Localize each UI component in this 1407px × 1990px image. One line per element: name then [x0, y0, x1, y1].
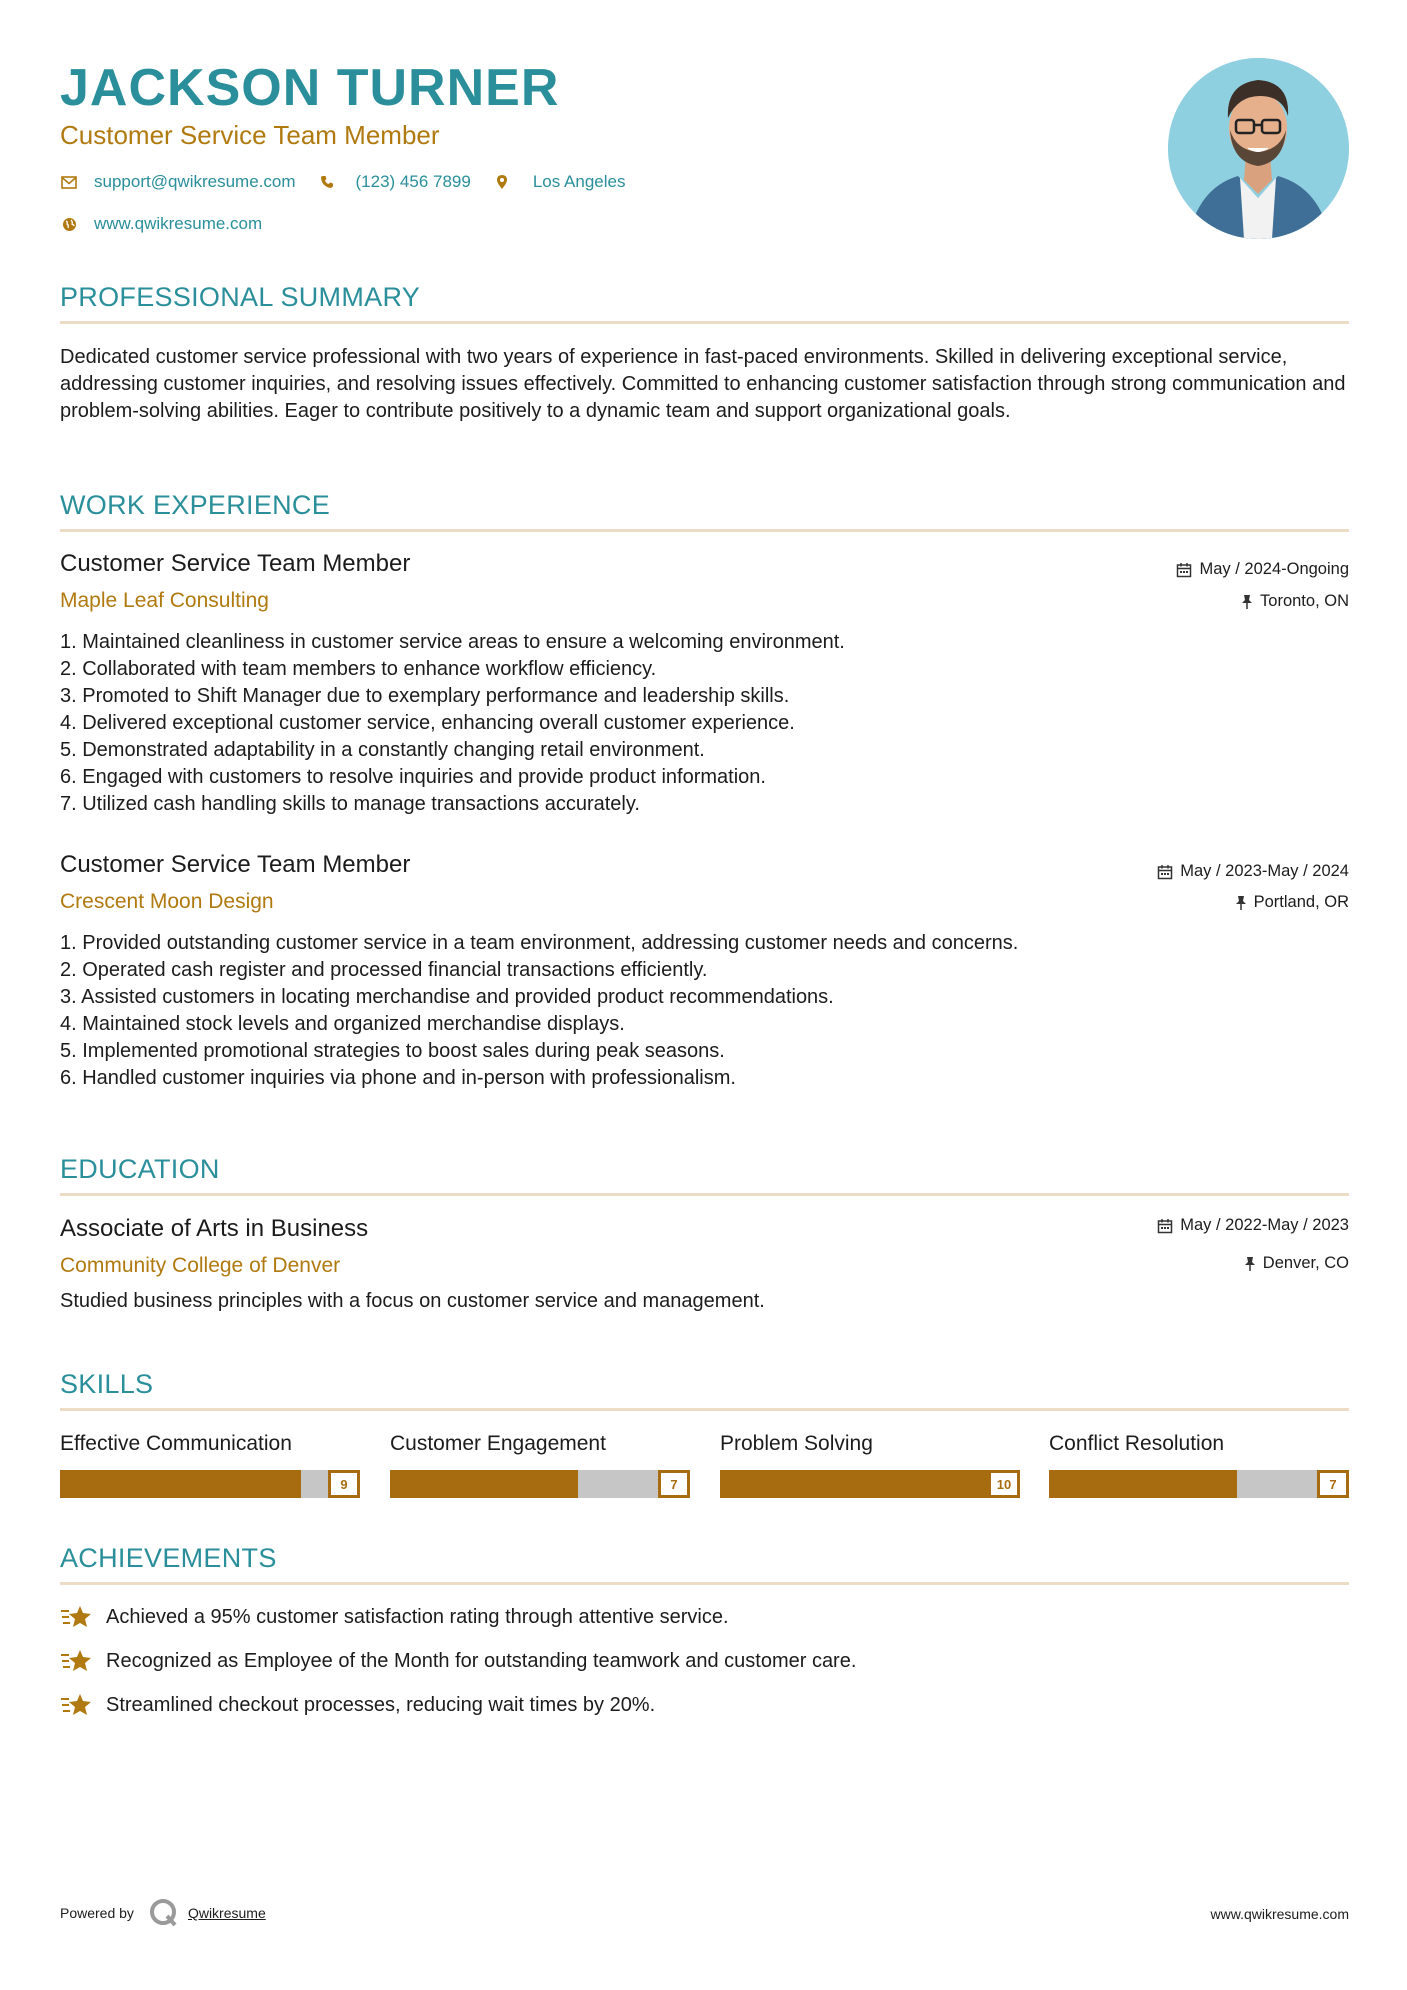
powered-by-text: Powered by: [60, 1905, 134, 1921]
experience-heading: WORK EXPERIENCE: [60, 490, 331, 520]
skill-bar-fill: [1049, 1470, 1237, 1498]
profile-photo: [1168, 58, 1349, 239]
achievements-heading: ACHIEVEMENTS: [60, 1543, 277, 1573]
job-2-location: Portland, OR: [1235, 893, 1349, 912]
achievement-item: Recognized as Employee of the Month for outstanding teamwork and customer care.: [60, 1648, 856, 1674]
qwikresume-link[interactable]: Qwikresume: [187, 1905, 266, 1921]
map-pin-icon: [493, 173, 511, 191]
job-1-title: Customer Service Team Member: [60, 550, 411, 577]
list-item: 3. Assisted customers in locating merchandise and provided product recommendations.: [60, 986, 834, 1008]
job-1-location: Toronto, ON: [1241, 592, 1349, 611]
contact-location: [493, 172, 626, 192]
calendar-icon: [1157, 1218, 1173, 1234]
skill-customer-engagement: [390, 1432, 690, 1498]
education-description: Studied business principles with a focus on customer service and management.: [60, 1290, 765, 1312]
skills-heading: SKILLS: [60, 1369, 154, 1399]
skill-bar-fill: [720, 1470, 1020, 1498]
skill-bar: [1049, 1470, 1349, 1498]
summary-text: Dedicated customer service professional with two years of experience in fast-paced environments. Skilled in delivering exceptional service, addressing customer inquiries, and resolving issues effectively. Committed to enhancing customer satisfaction through strong communication and problem-solving abilities. Eager to contribute positively to a dynamic team and support organizational goals.: [60, 346, 1346, 422]
list-item: 6. Engaged with customers to resolve inquiries and provide product information.: [60, 766, 766, 788]
list-item: 7. Utilized cash handling skills to manage transactions accurately.: [60, 793, 640, 815]
education-divider: [60, 1193, 1349, 1196]
pushpin-icon: [1241, 594, 1253, 610]
job-2-dates: May / 2023-May / 2024: [1157, 862, 1349, 881]
list-item: 3. Promoted to Shift Manager due to exemplary performance and leadership skills.: [60, 685, 790, 707]
skill-name: Customer Engagement: [390, 1432, 606, 1455]
envelope-icon: [60, 173, 78, 191]
phone-text: (123) 456 7899: [355, 172, 471, 191]
footer-website[interactable]: www.qwikresume.com: [1210, 1906, 1349, 1922]
contact-email[interactable]: [60, 172, 296, 192]
star-badge-icon: [60, 1648, 92, 1674]
achievement-item: Streamlined checkout processes, reducing wait times by 20%.: [60, 1692, 655, 1718]
skill-problem-solving: [720, 1432, 1020, 1498]
skill-bar-fill: [60, 1470, 301, 1498]
list-item: 1. Provided outstanding customer service in a team environment, addressing customer needs and concerns.: [60, 932, 1019, 954]
skill-effective-communication: [60, 1432, 360, 1498]
contact-row-secondary: [60, 214, 284, 234]
contact-phone[interactable]: [318, 172, 471, 192]
skill-score: 10: [988, 1470, 1020, 1498]
list-item: 4. Delivered exceptional customer service, enhancing overall customer experience.: [60, 712, 795, 734]
qwikresume-logo: [148, 1898, 180, 1928]
achievement-item: Achieved a 95% customer satisfaction rating through attentive service.: [60, 1604, 729, 1630]
globe-icon: [60, 215, 78, 233]
skill-bar: [60, 1470, 360, 1498]
contact-website[interactable]: [60, 214, 262, 234]
education-degree: Associate of Arts in Business: [60, 1215, 369, 1242]
education-school: Community College of Denver: [60, 1254, 341, 1277]
candidate-name: JACKSON TURNER: [60, 59, 560, 117]
skill-score: 7: [1317, 1470, 1349, 1498]
job-1-bullets: [60, 629, 1340, 818]
contact-row-primary: [60, 172, 647, 192]
list-item: 1. Maintained cleanliness in customer service areas to ensure a welcoming environment.: [60, 631, 845, 653]
achievements-divider: [60, 1582, 1349, 1585]
skill-name: Problem Solving: [720, 1432, 873, 1455]
education-location: Denver, CO: [1244, 1254, 1349, 1273]
star-badge-icon: [60, 1604, 92, 1630]
skill-bar: [720, 1470, 1020, 1498]
calendar-icon: [1176, 562, 1192, 578]
summary-divider: [60, 321, 1349, 324]
pushpin-icon: [1244, 1256, 1256, 1272]
phone-icon: [318, 173, 336, 191]
star-badge-icon: [60, 1692, 92, 1718]
job-2-title: Customer Service Team Member: [60, 851, 411, 878]
list-item: 2. Collaborated with team members to enhance workflow efficiency.: [60, 658, 657, 680]
job-2-company: Crescent Moon Design: [60, 890, 274, 913]
skill-bar: [390, 1470, 690, 1498]
skill-score: 9: [328, 1470, 360, 1498]
pushpin-icon: [1235, 895, 1247, 911]
list-item: 4. Maintained stock levels and organized merchandise displays.: [60, 1013, 625, 1035]
education-dates: May / 2022-May / 2023: [1157, 1216, 1349, 1235]
website-text: www.qwikresume.com: [94, 214, 263, 233]
calendar-icon: [1157, 864, 1173, 880]
list-item: 5. Implemented promotional strategies to boost sales during peak seasons.: [60, 1040, 725, 1062]
email-text: support@qwikresume.com: [94, 172, 296, 191]
list-item: 5. Demonstrated adaptability in a constantly changing retail environment.: [60, 739, 705, 761]
skill-conflict-resolution: [1049, 1432, 1349, 1498]
skill-name: Effective Communication: [60, 1432, 292, 1455]
summary-heading: PROFESSIONAL SUMMARY: [60, 282, 421, 312]
job-1-company: Maple Leaf Consulting: [60, 589, 269, 612]
skill-score: 7: [658, 1470, 690, 1498]
skill-name: Conflict Resolution: [1049, 1432, 1225, 1455]
list-item: 6. Handled customer inquiries via phone and in-person with professionalism.: [60, 1067, 736, 1089]
location-text: Los Angeles: [532, 172, 626, 191]
job-2-bullets: [60, 930, 1340, 1092]
job-1-dates: May / 2024-Ongoing: [1176, 560, 1349, 579]
experience-divider: [60, 529, 1349, 532]
footer-powered-by: [60, 1898, 266, 1928]
education-heading: EDUCATION: [60, 1154, 220, 1184]
candidate-role: Customer Service Team Member: [60, 120, 440, 150]
skill-bar-fill: [390, 1470, 578, 1498]
skills-divider: [60, 1408, 1349, 1411]
list-item: 2. Operated cash register and processed financial transactions efficiently.: [60, 959, 708, 981]
